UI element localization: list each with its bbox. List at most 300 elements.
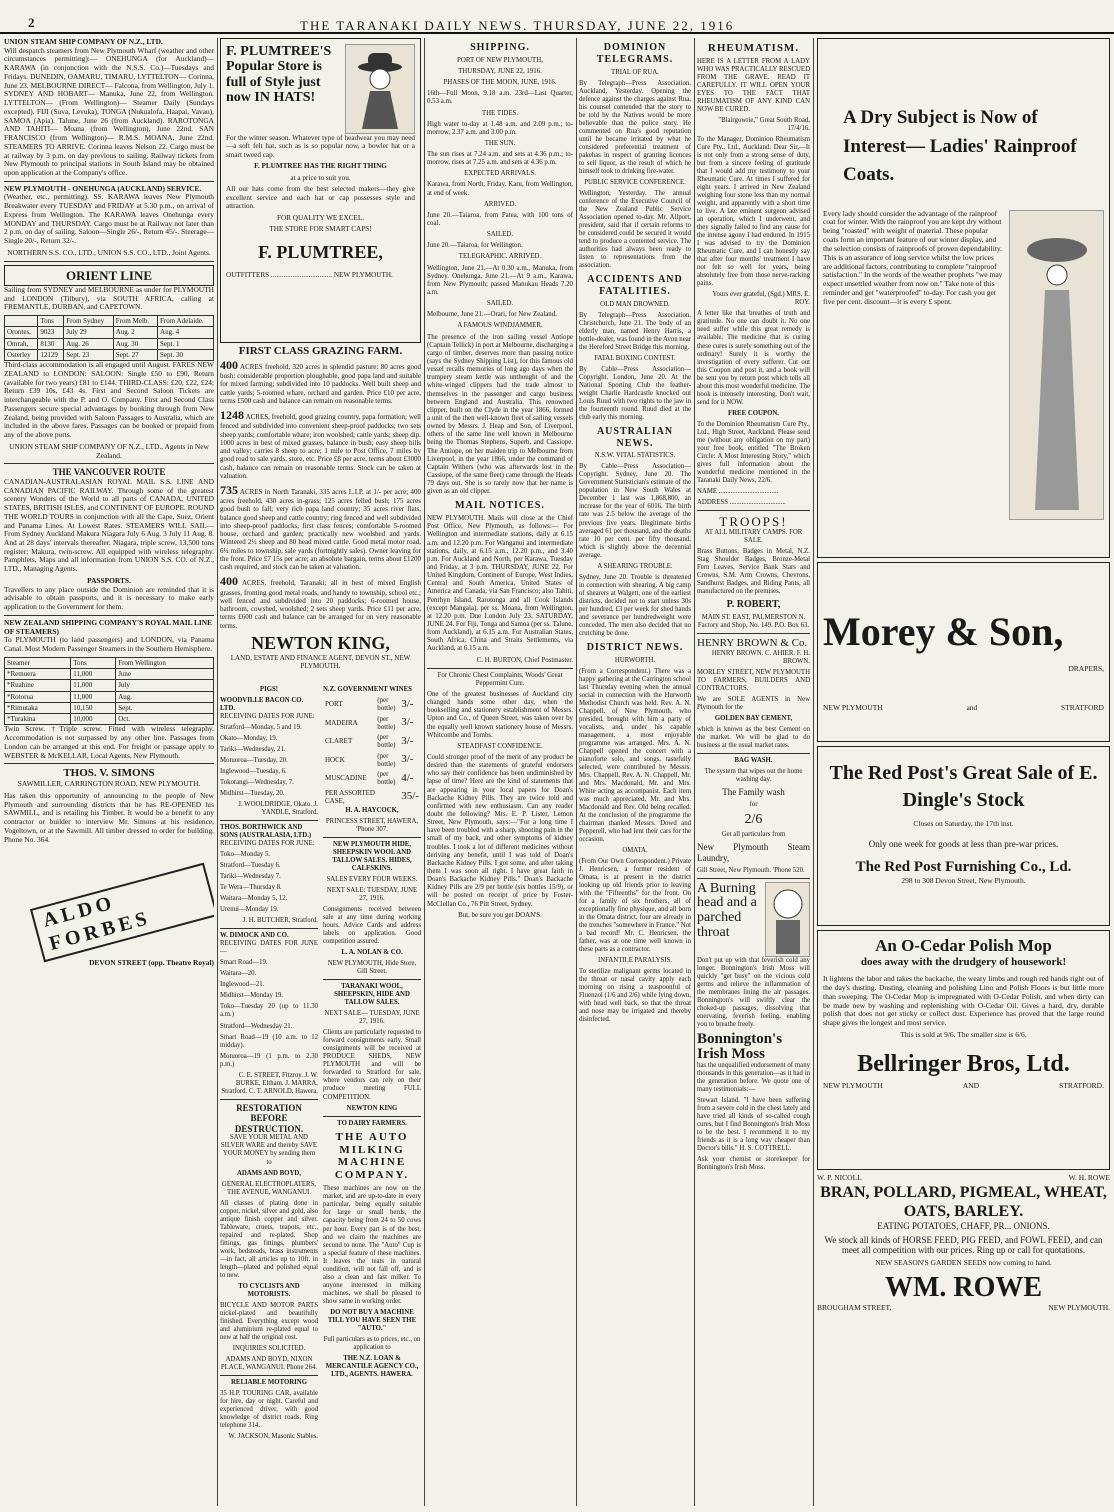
farm-item bbox=[220, 574, 421, 629]
text-block: 35 H.P. TOURING CAR, available for hire, day or night. Careful and experienced driver, with good knowledge of district roads. Ring telephone 314. bbox=[220, 1389, 318, 1429]
text-block: Midhirst—Monday 19. bbox=[220, 992, 284, 1000]
text-block: NEXT SALE: TUESDAY, JUNE 27, 1916. bbox=[326, 887, 418, 903]
table-row bbox=[325, 770, 419, 787]
text-block: INQUIRIES SOLICITED. bbox=[232, 1344, 306, 1352]
text-block: TRIAL OF RUA. bbox=[611, 68, 659, 76]
text-block: Sept. 1 bbox=[158, 338, 214, 349]
text-block: 400 bbox=[220, 574, 238, 589]
text-block: OMATA. bbox=[622, 846, 648, 854]
text-block: MADEIRA bbox=[325, 718, 358, 727]
text-block: P. ROBERT, bbox=[726, 599, 781, 611]
text-block: *Rotorua bbox=[5, 691, 71, 702]
text-block: which is known as the best Cement on the market. We will be glad to do business at the usual market rates. bbox=[697, 726, 810, 750]
text-block: Sept. 23 bbox=[64, 349, 113, 360]
text-block: *Turakina bbox=[5, 714, 71, 725]
text-block: HENRY BROWN & Co. bbox=[697, 637, 808, 650]
text-block: HENRY BROWN. C. AHIER. F. H. BROWN. bbox=[711, 650, 810, 666]
text-block: Yours ever grateful, (Sgd.) MRS. E. ROY. bbox=[712, 291, 810, 307]
text-block: Aug. 30 bbox=[113, 338, 157, 349]
text-block: STRATFORD. bbox=[1059, 1081, 1104, 1091]
text-block: ADDRESS ................................. bbox=[697, 498, 786, 506]
text-block: A FAMOUS WINDJAMMER. bbox=[457, 322, 543, 330]
text-block: *Remuera bbox=[5, 669, 71, 680]
text-block: 400 bbox=[220, 357, 238, 372]
np-service-heading: NEW PLYMOUTH - ONEHUNGA (AUCKLAND) SERVICE. bbox=[4, 183, 202, 193]
text-block: *Ruahine bbox=[5, 680, 71, 691]
column-6 bbox=[817, 38, 1110, 1506]
text-block: These machines are now on the market, and are up-to-date in every particular, being equally suitable for large or small herds, the capacity being from 24 to 50 cows per hour. Every part is of the best, and we claim the machines are second to none. The "Auto" Cup is a special feature of these machines. It leaves the teats in natural condition, will not fall off, and is also a clean and fast milker. To anyone interested in milking machines, we shall be pleased to show same in working order. bbox=[323, 1185, 421, 1305]
text-block: NEW SEASON'S GARDEN SEEDS now coming to hand. bbox=[875, 1258, 1052, 1268]
table-row bbox=[325, 715, 419, 732]
text-block: Aug. bbox=[116, 691, 214, 702]
text-block: ARRIVED. bbox=[483, 200, 517, 208]
page-number: 2 bbox=[28, 15, 35, 30]
text-block: DRAPERS, bbox=[1068, 664, 1104, 674]
text-block: NEXT SALE— TUESDAY, JUNE 27, 1916. bbox=[324, 1010, 420, 1026]
text-block: Okato—Monday, 19. bbox=[220, 735, 278, 743]
text-block: FATAL BOXING CONTEST. bbox=[594, 354, 676, 362]
forbes-address: DEVON STREET (opp. Theatre Royal) bbox=[89, 957, 214, 967]
text-block: W. JACKSON, Masonic Stables. bbox=[228, 1432, 318, 1440]
text-block: ACRES, freehold, Taranaki; all in best of mixed English grasses, fronting good metal roads, and handy to township, school etc.; well fenced and subdivided into 20 paddocks; 6-roomed house, bathroom, cowshed, woolshed; 2 sets sheep yards. Price £11 per acre, terms £600 cash and balance can be arranged for on very reasonable terms. bbox=[220, 579, 421, 630]
text-block: Tons bbox=[38, 316, 64, 327]
text-block: TARANAKI WOOL, SHEEPSKIN, HIDE AND TALLOW SALES. bbox=[334, 983, 410, 1007]
np-service-agents: NORTHERN S.S. CO., LTD., UNION S.S. CO., LTD., Joint Agents. bbox=[7, 247, 211, 257]
text-block: MORLEY STREET, NEW PLYMOUTH TO FARMERS, BUILDERS AND CONTRACTORS. bbox=[697, 669, 810, 693]
text-block: "Blairgowrie," Great South Road, 17/4/16. bbox=[718, 117, 810, 133]
text-block: Stratford—Wednesday 21. bbox=[220, 1022, 293, 1030]
text-block: NEW PLYMOUTH. bbox=[1048, 1302, 1110, 1312]
text-block: From Sydney bbox=[64, 316, 113, 327]
table-row bbox=[325, 752, 419, 769]
text-block: From Adelaide. bbox=[158, 316, 214, 327]
text-block: Tons bbox=[71, 657, 116, 668]
text-block: 10,150 bbox=[71, 702, 116, 713]
text-block: Don't put up with that feverish cold any longer. Bonnington's Irish Moss will quickly "get busy" on the vicious cold germs and relieve the inflammation of the membranes lining the air passages. Bonnington's will swiftly clear the choked-up passages, dissolving that enervating, feverish feeling, enabling you to breathe freely. bbox=[697, 956, 810, 1028]
text-block: Wellington, June 21.—At 0.30 a.m., Manuka, from Sydney. Onehunga, June 21.—At 9 a.m., Karawa, from New Plymouth; passed Manukau Heads 7.20 a.m. bbox=[427, 264, 573, 297]
text-block: Toko—Tuesday 20 (up to 11.30 a.m.) bbox=[220, 1003, 318, 1019]
text-block: *Rimutaka bbox=[5, 702, 71, 713]
nzs-text: To PLYMOUTH (to land passengers) and LONDON, via Panama Canal. Most Modern Passenger Steamers in the Southern Hemisphere. bbox=[4, 635, 214, 654]
text-block: The presence of the iron sailing vessel Antiope (Captain Tellick) in port at Melbourne, discharging a cargo of timber, deserves more than passing notice (says the Sydney Shipping List), for this famous old vessel recalls memories of long ago days when the trumpery steam kettle was unthought of and the white-winged clippers had the trade almost to themselves in the passenger and cargo business between England and Australia. This renowned clipper, built on the Clyde in the year 1866, formed a unit of the then well-known fleet of sailing vessels owned by Messrs. J. Heap and Son, of Liverpool, others of the same line well known in Melbourne being the Thomas Stephens, Superb, and Cassiope. The Antiope, on her maiden trip to Melbourne from Liverpool, in the year 1866, under the command of Captain Withers (who was afterwards lost in the Cassiope, of the same fleet) came through the Heads 79 days out. She is so rarely now that her name is given as an old clipper. bbox=[427, 333, 573, 496]
text-block: NEW PLYMOUTH, Hide Store, Gill Street. bbox=[327, 960, 417, 976]
text-block: (per bottle) bbox=[377, 714, 396, 731]
text-block: The system that wipes out the home washing day. bbox=[704, 768, 803, 784]
usc-text: Will despatch steamers from New Plymouth Wharf (weather and other circumstances permitting):— ONEHUNGA (for Auckland)— KARAWA (in conjunction with the N.S.S. Co.)—Tuesdays and Fridays. DUNEDIN, OAMARU, TIMARU, LYTTELTON— Corinna, June 23. MELBOURNE DIRECT— Falcona, from Wellington, July 1. SYDNEY AND HOBART— Manuka, June 22, from Wellington. LYTTELTON— (From Wellington)— Steamer Daily (Sundays excepted). FIJI (Suva, Levuka), TONGA (Nukualofa, Haapai, Vavau), SAMOA (Apia). Talune, June 26 (from Auckland). RAROTONGA AND TAHITI— Moana (from Wellington), June 22nd. SAN FRANCISCO (from Wellington)— R.M.S. MOANA, June 22nd. STEAMERS TO ARRIVE. Corinna leaves Nelson 22. Cargo must be at railway by 3 p.m. on day previous to sailing. Railway tickets from New Plymouth to principal stations in South Island may be obtained upon application at the Company's office. bbox=[4, 45, 214, 178]
text-block: NEW PLYMOUTH bbox=[823, 1081, 883, 1091]
text-block: It lightens the labor and takes the backache, the weary limbs and rough red hands right out of the day's dusting. Dusting, cleaning and polishing Lino and Polish Floors is but little more than sweeping. The O-Cedar Mop is impregnated with O-Cedar Polish, and when dirty can be made new by washing and replenishing with O-Cedar Oil. Gives a hard, dry, durable polish that does not get sticky or collect dust. Experience has proved that the large round shape gives the longest and most service. bbox=[823, 974, 1104, 1028]
farm-item bbox=[220, 483, 421, 571]
bonnington-name: Bonnington's Irish Moss bbox=[697, 1030, 783, 1062]
text-block: PORT bbox=[325, 700, 343, 709]
text-block: TO CYCLISTS AND MOTORISTS. bbox=[238, 1282, 300, 1298]
text-block: 8130 bbox=[38, 338, 64, 349]
simons-text: Has taken this opportunity of announcing to the people of New Plymouth and surrounding districts that he has RE-OPENED his SAWMILL, and is retailing his Timber. It would be a benefit to any contractor or builder to interview Mr. Simons at his residence, Vogeltown, or at the Sawmill. All timber dressed to order for building. Phone No. 364. bbox=[4, 790, 214, 844]
passports-heading: PASSPORTS. bbox=[87, 575, 131, 585]
ocedar-ad bbox=[817, 930, 1110, 1170]
text-block: (From Our Own Correspondent.) Private J. Henricsen, a former resident of Omata, is at present in the district looking up old friends prior to leaving with the "Fifteenths" for the front. On for a family of six brothers, all of exceptionally fine physique, and all born in the Omata district, four are already in the trenches "somewhere in France." Not a bad record! Mr. C. Henricsen, the father, was at one time well known in these parts as a contractor. bbox=[579, 857, 691, 954]
text-block: 10,000 bbox=[71, 714, 116, 725]
text-block: By Telegraph—Press Association. Auckland, Yesterday. Opening the defence against the charges against Rua, his counsel contended that the story to be told by the Natives would be more believable than the police story. He commented on Rua's good reputation until he became irritated by what he considered preferential treatment of pakehas in respect of granting licences to sell liquor, as the result of which he himself took to drinking fire-water. bbox=[579, 79, 691, 175]
text-block: For Chronic Chest Complaints, Woods' Great Peppermint Cure. bbox=[437, 671, 563, 687]
burning-head-label: A Burning head and a parched throat bbox=[697, 880, 757, 940]
borthwick-heading: THOS. BORTHWICK AND SONS (AUSTRALASIA, LTD.) bbox=[220, 824, 312, 840]
text-block: By Telegraph—Press Association. Christchurch, June 21. The body of an elderly man, named Henry Harris, a bottle-dealer, was found in the Avon near the Hereford Street Bridge this morning. bbox=[579, 311, 691, 351]
text-block: NEW PLYMOUTH bbox=[823, 703, 883, 713]
text-block: By Cable—Press Association—Copyright. Sydney, June 20. The Government Statistician's estimate of the population in New South Wales at December 1 last was 1,868,800, an increase for the year of 6016. The birth rate was 2.5 below the average of the previous five years. Illegitimate births averaged 61 per thousand, and the deaths rate 10 per cent. per fifty thousand, which is slightly above the decennial average. bbox=[579, 463, 691, 559]
text-block: All classes of plating done in copper, nickel, silver and gold, also antique finish copper and silver. Tableware, cruets, teapots, etc., repaired and re-plated. Shop fittings, gas fittings, plumbers' work, bedsteads, brass instruments—in fact, all articles up to 10ft. in length—plated and polished equal to new. bbox=[220, 1199, 318, 1279]
plumtree-store: THE STORE FOR SMART CAPS! bbox=[269, 225, 372, 234]
newspaper-title: THE TARANAKI DAILY NEWS. THURSDAY, JUNE 22, 1916 bbox=[300, 18, 735, 33]
bacon-sub: RECEIVING DATES FOR JUNE: bbox=[220, 713, 315, 721]
text-block: THE TIDES. bbox=[481, 109, 519, 117]
text-block: PRINCESS STREET, HAWERA, 'Phone 307. bbox=[325, 818, 419, 834]
text-block: Could stronger proof of the merit of any product be desired than the statements of grateful endorsers who say their confidence has been undiminished by lapse of time? Here are the kind of statements that are appearing in your local papers for Doan's Backache Kidney Pills. They are twice told and confirmed with new enthusiasm. Can any reader doubt the following? Mrs. E. P. Lister, Lemon Street, New Plymouth, says:—"For a long time I have been troubled with a sharp, shooting pain in the small of my back, and other symptoms of kidney troubles. I took a lot of different medicines without deriving any benefit, until I was told of Doan's Backache Kidney Pills. I got some, and after taking them I was soon all right. I have great faith in Doan's Backache Kidney Pills." Doan's Backache Kidney Pills are 2/9 per bottle (six bottles 15/9), or will be posted on receipt of price by Foster-McClellan Co., 76 Pitt Street, Sydney. bbox=[427, 754, 573, 908]
rheumatism-heading: RHEUMATISM. bbox=[707, 42, 800, 54]
text-block: Bellringer Bros, Ltd. bbox=[857, 1050, 1070, 1077]
text-block: (per bottle) bbox=[377, 696, 396, 713]
text-block: Motuoroa—19 (1 p.m. to 2.30 p.m.) bbox=[220, 1052, 318, 1068]
column-5 bbox=[697, 38, 810, 1506]
reliable-motoring-heading: RELIABLE MOTORING bbox=[231, 1378, 307, 1386]
text-block: PER ASSORTED CASE, bbox=[325, 788, 375, 805]
text-block: NEW PLYMOUTH. Mails will close at the Chief Post Office, New Plymouth, as follows:— For Wellington and intermediate stations, daily at 6.15 a.m. and 12.20 p.m. For Wanganui and intermediate stations, daily, at 6.15 a.m., 12.20 p.m., and 3.40 p.m. For Auckland and North, per Karawa, Tuesday and Friday, at 3 p.m. THURSDAY, JUNE 22. For United Kingdom, Continent of Europe, West Indies, Central and South America, United States of America and Canada, via San Francisco; also Tahiti, Penrhyn Island, Rarotonga and all Cook Islands (except Mangaia), per ss. Moana, from Wellington, at 12.20 p.m. Due London July 23. SATURDAY, JUNE 24. For Fiji, Tonga and Samoa (per ss. Talune, from Auckland), at 6.15 a.m. For Australian States, South Africa, China and Straits Settlements, via Auckland, at 6.15 a.m. bbox=[427, 515, 573, 653]
text-block: N.S.W. VITAL STATISTICS. bbox=[594, 452, 676, 460]
text-block: and bbox=[966, 703, 978, 713]
text-block: July 29 bbox=[64, 327, 113, 338]
text-block: BROUGHAM STREET, bbox=[817, 1302, 892, 1312]
text-block: Osterley bbox=[5, 349, 38, 360]
text-block: 3/- bbox=[401, 716, 414, 729]
text-block: July bbox=[116, 680, 214, 691]
text-block: Te Wera—Thursday 8. bbox=[220, 884, 282, 892]
text-block: SAVE YOUR METAL AND SILVER WARE and thereby SAVE YOUR MONEY by sending them to bbox=[220, 1134, 318, 1166]
text-block: has the unqualified endorsement of many thousands in this generation—as it had in the generation before. We quote one of many testimonials:— bbox=[697, 1061, 810, 1093]
text-block: The Red Post Furnishing Co., Ld. bbox=[855, 859, 1072, 876]
text-block: GENERAL ELECTROPLATERS, THE AVENUE, WANGANUI. bbox=[221, 1180, 317, 1196]
text-block: Oct. bbox=[116, 714, 214, 725]
text-block: Tokorangi—Wednesday, 7. bbox=[220, 779, 294, 787]
text-block: ACCIDENTS AND FATALITIES. bbox=[587, 273, 683, 297]
text-block: June bbox=[116, 669, 214, 680]
text-block: Consignments received between sale at any time during working hours. Advice Cards and address labels on application. Good competition assured. bbox=[323, 906, 421, 946]
text-block: ACRES in North Taranaki, 335 acres L.I.P. at 1/- per acre; 400 acres freehold, 430 acres in-grass; 125 acres felled bush; 175 acres good bush to fall; very rich papa land country; 35 acres river flats, balance good sheep and cattle country; ring fenced and well subdivided into sheep-proof paddocks, first class fences; comfortable 5-roomed house, orchard and garden; practically new woolshed and yards. Wintered 2½ sheep and 80 head mixed cattle. Good metal motor road, 6¼ miles to township, sale yards (fortnightly sales). Owner leaving for the front. Price £7 15s per acre; an absolute bargain, terms about £1200 cash required, and stock can be taken at valuation. bbox=[220, 488, 421, 572]
bacon-heading: WOODVILLE BACON CO. LTD. bbox=[220, 697, 304, 713]
text-block: L. A. NOLAN & CO. bbox=[341, 949, 403, 957]
text-block: 16th—Full Moon, 9.18 a.m. 23rd—Last Quarter, 0.53 a.m. bbox=[427, 90, 573, 106]
text-block: (From a Correspondent.) There was a happy gathering at the Carrington school last Thursday evening when the annual social in connection with the Hurworth Methodist Church was held. Rev. A. N. Chappell, of New Plymouth, who presided, brought with him a party of vocalists, and, under his capable management, a most enjoyable programme was arranged. Mrs. A. N. Chappell opened the concert with a pianoforte solo, and songs, tastefully selected, were contributed by Messrs. Mrs. Chappell, Rev. A. N. Chappell, Mr. and Mrs. Macdonald, Mr. and Mrs. White acting as accompanist. Each item was much appreciated, Mr. and Mrs. Macdonald and Rev. Old being recalled. At the conclusion of the programme the chairman thanked Messrs. Dowd and Pepperell, who had lent their cars for the occasion. bbox=[579, 667, 691, 843]
text-block: The Family wash bbox=[722, 787, 785, 798]
text-block: THURSDAY, JUNE 22, 1916. bbox=[458, 67, 542, 75]
text-block: Wellington, Yesterday. The annual conference of the Executive Council of the New Zealand Public Service Association opened to-day. Mr. Allport, president, said that if certain reforms to be considered could be secured it would tend to produce a contented service. The authorities had always been ready to listen to representations from the association. bbox=[579, 189, 691, 269]
orient-heading: ORIENT LINE bbox=[4, 265, 214, 286]
text-block: NAME ................................... bbox=[697, 487, 779, 495]
text-block: RECEIVING DATES FOR JUNE: bbox=[220, 840, 315, 848]
text-block: for bbox=[749, 800, 758, 808]
table-row bbox=[325, 789, 419, 806]
text-block: THE SUN. bbox=[484, 139, 516, 147]
text-block: Karawa, from North, Friday. Karu, from Wellington, at end of week. bbox=[427, 181, 573, 197]
text-block: FREE COUPON. bbox=[728, 409, 779, 417]
text-block: Smart Road—19. bbox=[220, 959, 268, 967]
text-block: W. H. ROWE bbox=[1068, 1173, 1110, 1182]
text-block: C. H. BURTON, Chief Postmaster. bbox=[476, 656, 573, 664]
text-block: H. A. HAYCOCK, bbox=[345, 807, 399, 815]
table-row bbox=[5, 327, 214, 338]
nzs-heading: NEW ZEALAND SHIPPING COMPANY'S ROYAL MAIL LINE OF STEAMERS) bbox=[4, 617, 213, 636]
text-block: From Wellington bbox=[116, 657, 214, 668]
usc-heading: UNION STEAM SHIP COMPANY OF N.Z., LTD. bbox=[4, 38, 163, 46]
text-block: THE N.Z. LOAN & MERCANTILE AGENCY CO., LTD., AGENTS. HAWERA. bbox=[325, 1354, 419, 1378]
text-block: 9023 bbox=[38, 327, 64, 338]
text-block: STRATFORD bbox=[1061, 703, 1104, 713]
plumtree-heading: F. PLUMTREE'S Popular Store is full of Style just now IN HATS! bbox=[226, 44, 332, 106]
text-block: STEADFAST CONFIDENCE. bbox=[457, 742, 543, 750]
text-block: Get all particulars from bbox=[721, 831, 786, 839]
pigs-label: PIGS! bbox=[259, 686, 279, 693]
text-block: 35/- bbox=[401, 790, 419, 803]
text-block: 298 to 308 Devon Street, New Plymouth. bbox=[901, 876, 1026, 886]
text-block: Tariki—Wednesday 7. bbox=[220, 873, 281, 881]
text-block: TELEGRAPHIC. ARRIVED. bbox=[458, 253, 542, 261]
text-block: GOLDEN BAY CEMENT, bbox=[714, 715, 793, 723]
text-block: AND bbox=[962, 1081, 980, 1091]
dry-subject-heading: A Dry Subject is Now of Interest— Ladies' Rainproof Coats. bbox=[843, 107, 1077, 185]
orient-table bbox=[4, 315, 214, 361]
text-block: 735 bbox=[220, 483, 238, 498]
plumtree-name: F. PLUMTREE, bbox=[258, 241, 383, 262]
simons-heading: THOS. V. SIMONS bbox=[63, 767, 155, 780]
text-block: MAIN ST. EAST, PALMERSTON N. Factory and Shop, No. 149. P.O. Box 63. bbox=[697, 614, 810, 630]
text-block: Closes on Saturday, the 17th inst. bbox=[913, 819, 1014, 828]
column-4 bbox=[579, 38, 691, 1506]
text-block: Sept. 27 bbox=[113, 349, 157, 360]
plumtree-excel: FOR QUALITY WE EXCEL. bbox=[276, 213, 365, 222]
farm-item bbox=[220, 408, 421, 480]
text-block: HOCK bbox=[325, 755, 345, 764]
text-block: Orontes, bbox=[5, 327, 38, 338]
lady-with-umbrella-illustration bbox=[1009, 210, 1104, 520]
text-block: SAILED. bbox=[486, 300, 514, 308]
text-block: (per bottle) bbox=[377, 751, 396, 768]
text-block: Clients are particularly requested to forward consignments early. Small consignments will be received at PRODUCE SHEDS, NEW PLYMOUTH and will be forwarded to Stratford for sale, where vendors can rely on their produce meeting FULL COMPETITION. bbox=[323, 1029, 421, 1101]
wines-table bbox=[323, 694, 421, 807]
farm-item bbox=[220, 358, 421, 405]
table-row bbox=[325, 696, 419, 713]
text-block: To the Manager, Dominion Rheumatism Cure Pty., Ltd., Auckland. Dear Sir,—It is not only from a strong sense of duty, but from a sincere feeling of gratitude that I would add my testimony to your Rheumatic Cure. At times I suffered for eight years. I arrived in New Zealand weighing four stone less than my normal weight, and apparently with a short time to live. A late eminent surgeon advised an operation, which I underwent, and they signally failed to find any cause for the intense agony I had endured. In 1915 I was advised to try the Dominion Rheumatic Cure, and I can honestly say that after four months' treatment I have not felt so well for years, being absolutely free from those nerve-racking pains. bbox=[697, 136, 810, 288]
wines-heading: N.Z. GOVERNMENT WINES bbox=[323, 686, 412, 693]
text-block: Omrah, bbox=[5, 338, 38, 349]
column-1 bbox=[4, 38, 214, 1506]
text-block: Ask your chemist or storekeeper for Bonnington's Irish Moss. bbox=[697, 1155, 810, 1171]
text-block: Motuoroa—Tuesday, 20. bbox=[220, 757, 288, 765]
text-block: Steamer bbox=[5, 657, 71, 668]
text-block: does away with the drudgery of housework! bbox=[860, 956, 1067, 969]
text-block: DO NOT BUY A MACHINE TILL YOU HAVE SEEN THE "AUTO." bbox=[327, 1308, 417, 1332]
plumtree-mid2: at a price to suit you. bbox=[290, 173, 351, 182]
text-block: Midhirst—Tuesday, 20. bbox=[220, 790, 285, 798]
text-block: We are SOLE AGENTS in New Plymouth for the bbox=[697, 696, 810, 712]
text-block: RECEIVING DATES FOR JUNE— bbox=[220, 940, 318, 956]
text-block: HURWORTH. bbox=[614, 656, 656, 664]
text-block: ADAMS AND BOYD, NIXON PLACE, WANGANUI. Phone 264. bbox=[220, 1355, 318, 1371]
newton-king-name: NEWTON KING, bbox=[251, 632, 390, 653]
text-block: C. E. STREET, Fitzroy. J. W. BURKE, Eltham. J. MARRA, Stratford. C. T. ARNOLD, Hawera. bbox=[221, 1071, 318, 1095]
text-block bbox=[377, 789, 399, 806]
text-block: Stratford—Tuesday 6. bbox=[220, 862, 281, 870]
text-block: The sun rises at 7.24 a.m. and sets at 4.36 p.m.; to-morrow, rises at 7.25 a.m. and sets at 4.36 p.m. bbox=[427, 151, 573, 167]
text-block: (per bottle) bbox=[377, 733, 396, 750]
text-block: EXPECTED ARRIVALS. bbox=[464, 170, 536, 178]
table-row bbox=[5, 714, 214, 725]
text-block: SAILED. bbox=[486, 231, 514, 239]
newton-king-sub: LAND, ESTATE AND FINANCE AGENT, DEVON ST., NEW PLYMOUTH. bbox=[230, 654, 411, 671]
text-block: We stock all kinds of HORSE FEED, PIG FEED, and FOWL FEED, and can meet all competition with our prices. Ring up or call for quotations. bbox=[824, 1234, 1103, 1256]
text-block: MUSCADINE bbox=[325, 774, 367, 783]
text-block: EATING POTATOES, CHAFF, PR... ONIONS. bbox=[877, 1221, 1050, 1232]
text-block: Brass Buttons, Badges in Metal, N.Z. Stag Shoulder Badges, Bronze-Metal Fern Leaves, Service Bank Stars and Crowns, S.M. Arm Crowns, Chevrons, Sandhurst Badges, and Riding Pants, all manufactured on the premises. bbox=[697, 548, 810, 596]
text-block: Inglewood—21. bbox=[220, 981, 265, 989]
text-block: 2/6 bbox=[744, 811, 763, 827]
text-block: ACRES freehold, 320 acres in splendid pasture: 80 acres good bush; considerable proportion ploughable, good papa land and suitable for mixed farming; subdivided into 10 paddocks. Well built sheep and cattle yards; 5-roomed whare, orchard and garden. Price £10 per acre, terms £500 cash and balance can remain on reasonable terms. bbox=[220, 362, 421, 405]
text-block: OLD MAN DROWNED. bbox=[600, 300, 670, 308]
text-block: PUBLIC SERVICE CONFERENCE. bbox=[584, 178, 686, 186]
text-block: Toko—Monday 5. bbox=[220, 851, 271, 859]
text-block: CLARET bbox=[325, 737, 353, 746]
table-row bbox=[5, 691, 214, 702]
dry-subject-text: Every lady should consider the advantage of the rainproof coat for winter. With the rainproof you are kept dry without being "roasted" with weight of material. These popular coats form an important feature of our winter display, and the selection consists of rainproofs of proven dependability. This is an assurance of long service whilst the low prices are additional factors, contributing to complete "rainproof satisfaction." In the words of the weather prophets "we may expect unsettled weather from now on." Take note of this reminder and get "waterproofed" to-day. For cash you get five per cent. discount—it is every £ spent. bbox=[823, 208, 1003, 306]
wines-column bbox=[323, 686, 421, 1506]
orient-intro: Sailing from SYDNEY and MELBOURNE as under for PLYMOUTH and LONDON (Tilbury), via SOUTH AFRICA, calling at FREMANTLE, DURBAN, and CAPETOWN. bbox=[4, 284, 214, 312]
vancouver-text: CANADIAN-AUSTRALASIAN ROYAL MAIL S.S. LINE AND CANADIAN PACIFIC RAILWAY. Through some of the greatest scenery Wonders of the World to all parts of CANADA, UNITED STATES, BRITISH ISLES, and CONTINENT OF EUROPE. ROUND THE WORLD TOURS in conjunction with all the Cape, Suez, Orient and Panama Lines. At Lowest Rates. STEAMERS WILL SAIL— From Sydney Auckland Makura Niagara July 6 Aug. 3 July 11 Aug. 8. And at 28 days' intervals thereafter. Niagara, triple screw, 13,500 tons register; Makura, twin-screw. All equipped with wireless telegraphy. Pamphlets, Maps and all information from UNION S.S. CO. of N.Z., LTD., Managing Agents. bbox=[4, 476, 214, 574]
text-block: An O-Cedar Polish Mop bbox=[875, 936, 1052, 955]
text-block: W. P. NICOLL bbox=[817, 1173, 862, 1182]
nzs-text-2: Twin Screw. †Triple screw. Fitted with wireless telegraphy. Accommodation is not surpassed by any other line. Passages from London can be arranged at this end. For freight or passage apply to WEBSTER & McKELLAR, Local Agents, New Plymouth. bbox=[4, 724, 214, 760]
text-block: 3/- bbox=[401, 734, 414, 747]
text-block: DISTRICT NEWS. bbox=[586, 641, 684, 653]
text-block: June 20.—Taiaroa, from Patea, with 100 tons of coal. bbox=[427, 211, 573, 228]
table-row bbox=[325, 733, 419, 750]
nzs-table bbox=[4, 657, 214, 726]
column-3 bbox=[427, 38, 573, 1506]
text-block: 11,000 bbox=[71, 691, 116, 702]
text-block: BICYCLE AND MOTOR PARTS nickel-plated and beautifully finished. Everything except wood and aluminium re-plated equal to new at half the original cost. bbox=[220, 1301, 318, 1341]
text-block: ADAMS AND BOYD, bbox=[236, 1169, 301, 1177]
text-block: PORT OF NEW PLYMOUTH, bbox=[457, 56, 543, 64]
text-block: High water to-day at 1.48 a.m. and 2.09 p.m.; to-morrow, 2.37 a.m. and 3.00 p.m. bbox=[427, 120, 573, 136]
text-block: 3/- bbox=[401, 753, 414, 766]
farm-ad bbox=[220, 345, 421, 680]
text-block: ACRES, freehold, good grazing country, papa formation; well fenced and subdivided into convenient sheep-proof paddocks; two sets sheep yards; comfortable whare; iron woolshed; cattle yards; sheep dip. 1000 acres in best of mixed grasses, balance in bush; easy sheep hills and valley; carries 8 sheep to acre; 1 mile to Post Office, 7 miles by good road to sale yards, store, etc. Price £8 per acre, terms about £3000 cash, balance can remain on reasonable terms. Stock can be taken at valuation. bbox=[220, 413, 421, 480]
np-service-text: (Weather, etc., permitting). SS. KARAWA leaves New Plymouth Breakwater every TUESDAY and FRIDAY at 5.30 p.m., on arrival of Express from Wellington. The KARAWA leaves Onehunga every MONDAY and THURSDAY. Cargo must be at Railway not later than 2 p.m. on day of sailing. Saloon—Single 26/-, Return 45/-. Steerage—Single 20/-, Return 32/-. bbox=[4, 192, 214, 246]
text-block: Smart Road—19 (10 a.m. to 12 midday). bbox=[220, 1033, 318, 1049]
text-block: Inglewood—Tuesday, 6. bbox=[220, 768, 287, 776]
text-block: Sept. 30 bbox=[158, 349, 214, 360]
text-block: TO DAIRY FARMERS. bbox=[337, 1119, 407, 1127]
dominion-telegrams-heading: DOMINION TELEGRAMS. bbox=[596, 42, 674, 65]
text-block: 4/- bbox=[401, 771, 414, 784]
text-block: BAG WASH. bbox=[734, 757, 773, 765]
rowe-ad bbox=[817, 1174, 1110, 1313]
shipping-heading: SHIPPING. bbox=[470, 42, 530, 53]
text-block: Stewart Island. "I have been suffering from a severe cold in the chest lately and have tried all kinds of so-called cough cures, but I find Bonnington's Irish Moss to be the best. I recommend it to my friends as it is a long way cheaper than Doctor's bills." H. S. COTTRELL. bbox=[697, 1096, 810, 1152]
orient-agents: UNION STEAM SHIP COMPANY OF N.Z., LTD., Agents in New Zealand. bbox=[9, 441, 209, 460]
text-block: NEW PLYMOUTH HIDE, SHEEPSKIN WOOL AND TALLOW SALES. HIDES, CALFSKINS. bbox=[332, 841, 412, 873]
text-block: June 20.—Taiaroa, for Wellington. bbox=[427, 242, 523, 250]
text-block: Melbourne, June 21.—Orari, for New Zealand. bbox=[427, 311, 557, 319]
pigs-column bbox=[220, 686, 318, 1506]
text-block: To the Dominion Rheumatism Cure Pty., Ltd., High Street, Auckland. Please send me (without any obligation on my part) your free book, entitled "The Broken Circle: A Most Interesting Story," which gives full information about the wonderful medicine mentioned in the Taranaki Daily News, 22/6. bbox=[697, 420, 810, 484]
text-block: HERE IS A LETTER FROM A LADY WHO WAS PRACTICALLY RESCUED FROM THE GRAVE. READ IT CAREFULLY. IT WILL OPEN YOUR EYES TO THE FACT THAT RHEUMATISM OF ANY KIND CAN NOW BE CURED. bbox=[697, 57, 810, 114]
text-block: Full particulars as to prices, etc., on application to bbox=[323, 1335, 421, 1351]
simons-sub: SAWMILLER, CARRINGTON ROAD, NEW PLYMOUTH. bbox=[17, 779, 201, 789]
text-block: THE AUTO MILKING MACHINE COMPANY. bbox=[334, 1130, 410, 1182]
dimock-heading: W. DIMOCK AND CO. bbox=[220, 932, 289, 940]
table-row bbox=[5, 680, 214, 691]
text-block: 1248 bbox=[220, 408, 244, 423]
text-block: Tariki—Wednesday, 21. bbox=[220, 746, 286, 754]
plumtree-mid: F. PLUMTREE HAS THE RIGHT THING bbox=[254, 162, 387, 171]
text-block: 11,000 bbox=[71, 669, 116, 680]
text-block: BRAN, POLLARD, PIGMEAL, WHEAT, OATS, BARLEY. bbox=[820, 1183, 1107, 1221]
text-block: 12129 bbox=[38, 349, 64, 360]
plumtree-text-2: All our hats come from the best selected makers—they give excellent service and each hat or cap possesses style and attraction. bbox=[226, 185, 415, 211]
restoration-heading: RESTORATION BEFORE DESTRUCTION. bbox=[234, 1102, 304, 1134]
text-block: A letter like that breathes of truth and gratitude. No one can doubt it. No one need suffer while this great remedy is available. The medicine that is curing these cures is surely something out of the ordinary! Surely it is worthy the investigation of every sufferer. Cut out this Coupon and post it, and a book will be sent you by return post which tells all about this most wonderful medicine. The book is intensely interesting. Don't wait, send for it NOW. bbox=[697, 310, 810, 406]
morey-name: Morey & Son, bbox=[823, 609, 1064, 654]
red-post-heading: The Red Post's Great Sale of E. Dingle's Stock bbox=[829, 762, 1098, 811]
plumtree-ad bbox=[220, 38, 421, 343]
plumtree-text: For the winter season. Whatever type of headwear you may need—a soft felt hat, such as is so popular now, a bowler hat or a smart tweed cap. bbox=[226, 134, 415, 159]
text-block: By Cable—Press Association—Copyright. London, June 20. At the National Sporting Club the feather-weight Charlie Hardcastle knocked out Louis Ruud with two rights to the jaw in the fourteenth round. Ruud died at the club early this morning. bbox=[579, 365, 691, 421]
text-block: Gill Street, New Plymouth. 'Phone 520. bbox=[697, 866, 805, 874]
text-block: J. H. BUTCHER, Stratford. bbox=[242, 917, 318, 925]
text-block: Sydney, June 20. Trouble is threatened in connection with shearing. A big camp of shearers at Walgett, one of the earliest districts, decided not to start unless 30s per hundred, £3 per week for shed hands and severance per hundredweight were conceded. The men also decided that no crutching be done. bbox=[579, 573, 691, 637]
masthead bbox=[0, 0, 1114, 34]
text-block: Waitara—Monday 5, 12. bbox=[220, 895, 288, 903]
text-block: AUSTRALIAN NEWS. bbox=[596, 425, 674, 449]
text-block: But, be sure you get DOAN'S. bbox=[458, 911, 542, 919]
face-illustration bbox=[765, 882, 810, 957]
text-block: (per bottle) bbox=[377, 770, 396, 787]
farm-heading: FIRST CLASS GRAZING FARM. bbox=[238, 345, 403, 357]
red-post-ad bbox=[817, 746, 1110, 926]
text-block: A SHEARING TROUBLE. bbox=[597, 562, 673, 570]
passports-text: Travellers to any place outside the Dominion are reminded that it is advisable to obtain passports, and it is necessary to make early application to the Government for them. bbox=[4, 584, 214, 612]
table-row bbox=[5, 669, 214, 680]
text-block: To sterilize malignant germs located in the throat or nasal cavity apply each morning on rising a teaspoonful of Fluenzol (1/6 and 2/6) while lying down, with head well back, so that the throat and nose may be irrigated and thereby disinfected. bbox=[579, 968, 691, 1024]
text-block: From Melb. bbox=[113, 316, 157, 327]
bacon-agents: J. WOOLDRIDGE, Okato. J. YANDLE, Stratford. bbox=[238, 801, 318, 817]
table-row bbox=[5, 702, 214, 713]
text-block: Aug. 2 bbox=[113, 327, 157, 338]
text-block: Urenui—Monday 19. bbox=[220, 906, 279, 914]
text-block: PHASES OF THE MOON, JUNE, 1916. bbox=[443, 79, 557, 87]
man-in-hat-illustration bbox=[345, 44, 415, 134]
vancouver-heading: THE VANCOUVER ROUTE bbox=[52, 467, 166, 478]
plumtree-foot: OUTFITTERS .................................. NEW PLYMOUTH. bbox=[226, 271, 393, 280]
text-block: 3/- bbox=[401, 697, 414, 710]
text-block: TROOPS! bbox=[719, 513, 788, 529]
text-block: New Plymouth Steam Laundry, bbox=[697, 842, 810, 864]
orient-text: Third-class accommodation is all engaged until August. FARES NEW ZEALAND to LONDON: SALOON: Single £50 to £90, Return (available for two years) £81 to £144. THIRD-CLASS: £20, £22, £24; Return £39 10s, £43 4s. First and Second Saloon Tickets are interchangeable with the P. and O. Company. First and Second Class Passengers secure special advantages by booking through from New Zealand, being provided with Saloon Passages to Australia, which are included in the above fares. Passages can be booked or prepaid from any of the above ports. bbox=[4, 360, 214, 440]
text-block: One of the greatest businesses of Auckland city changed hands some other day, when the bookselling and stationery establishment of Messrs. Upton and Co., of Queen Street, was taken over by the equally well known stationery house of Messrs. Whitcombe and Tombs. bbox=[427, 691, 573, 739]
text-block: Waitara—20. bbox=[220, 970, 257, 978]
text-block: Aug. 4 bbox=[158, 327, 214, 338]
dry-subject-ad bbox=[817, 38, 1110, 558]
text-block: This is sold at 9/6. The smaller size is 6/6. bbox=[900, 1030, 1027, 1040]
forbes-logo: ALDO FORBES bbox=[30, 863, 214, 963]
